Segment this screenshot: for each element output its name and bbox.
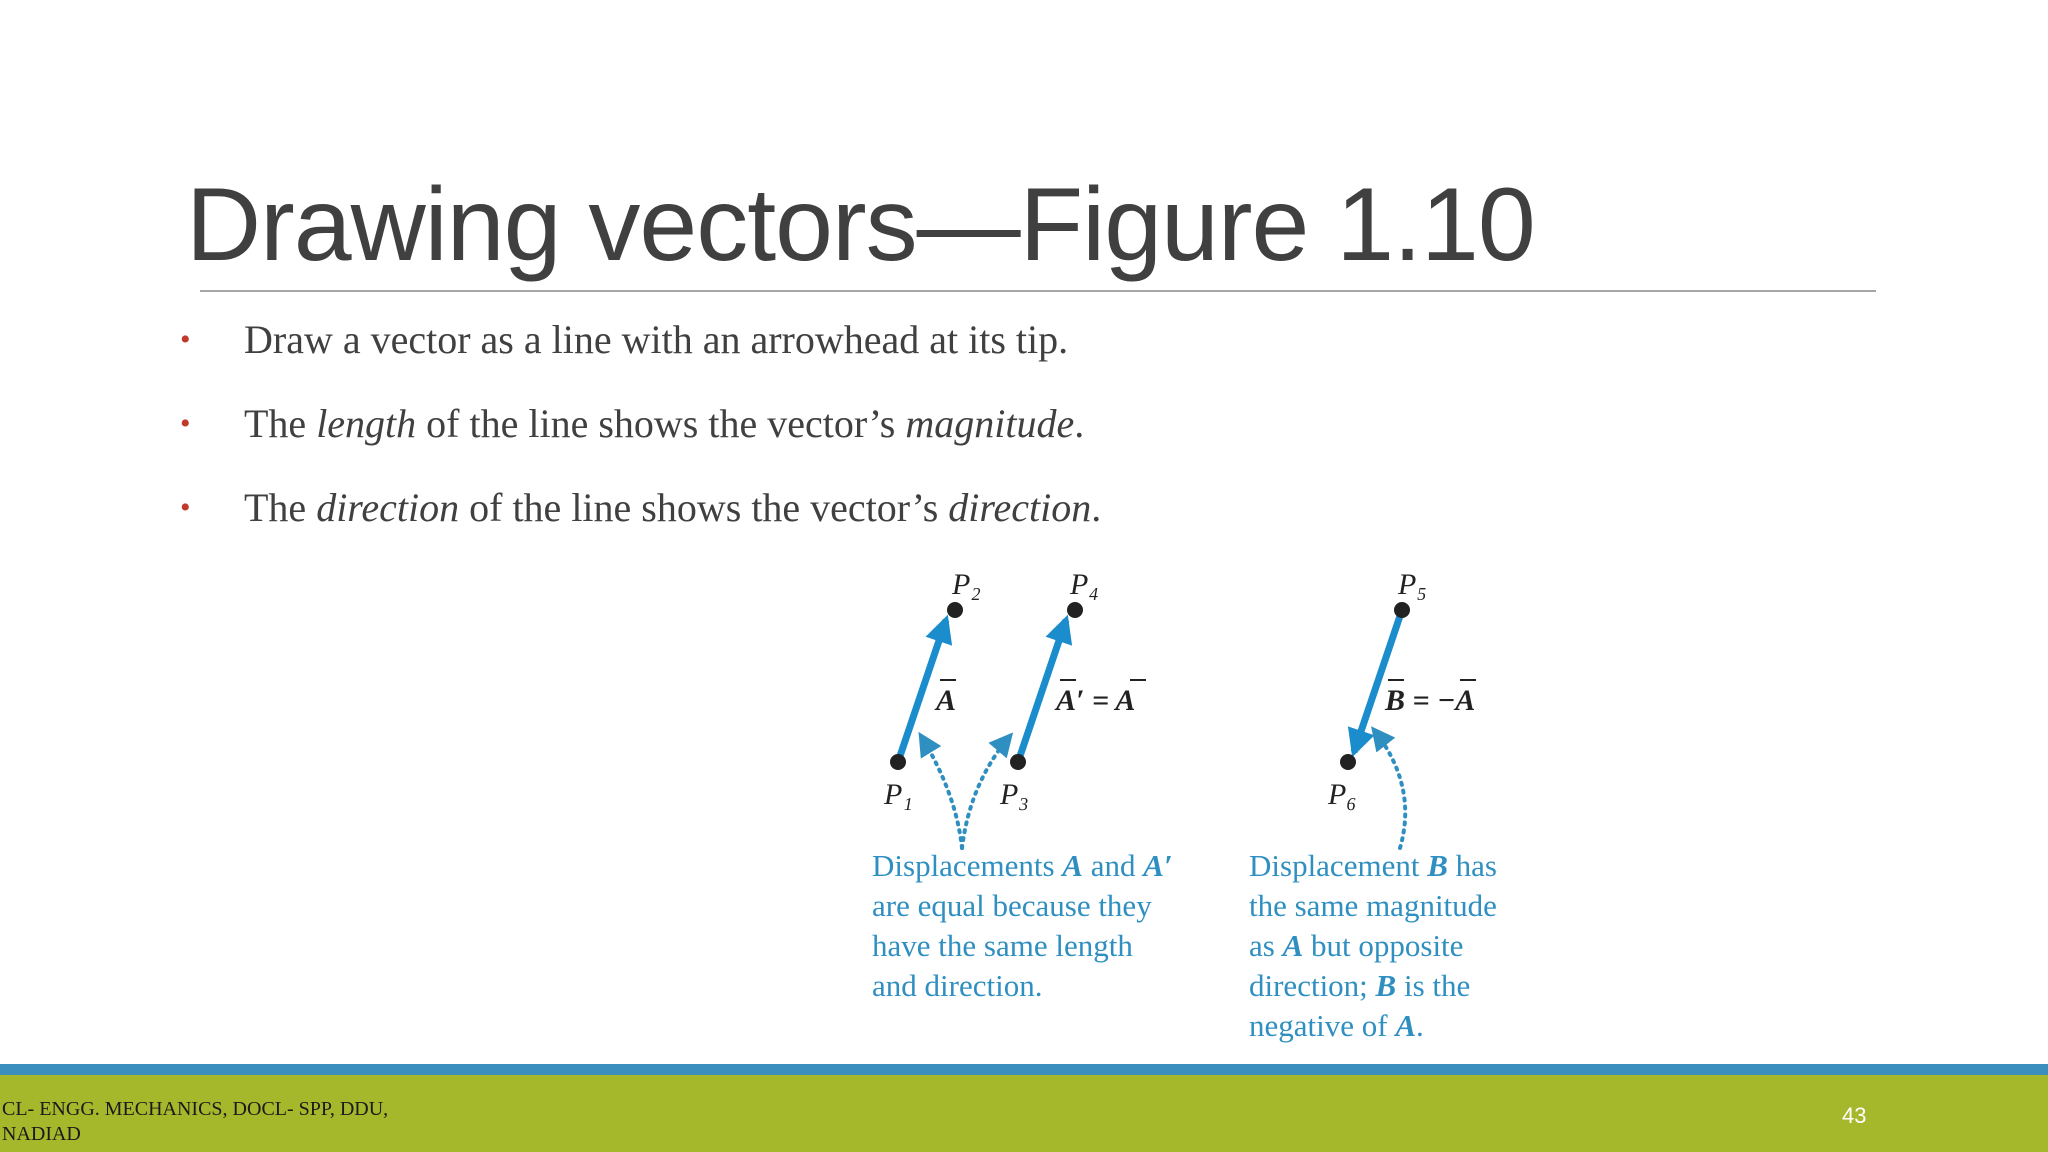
bullet-text: [244, 314, 1068, 366]
text-run: The: [244, 401, 317, 446]
text-run: A: [1395, 1008, 1417, 1043]
text-run: direction: [316, 485, 460, 530]
vector-label: A′ = A: [1056, 684, 1136, 717]
text-run: have the same length: [872, 928, 1133, 963]
text-run: Displacement: [1249, 848, 1428, 883]
text-run: of the line shows the vector’s: [416, 401, 906, 446]
caption-left: [872, 846, 1173, 1006]
point-p5-dot: [1394, 602, 1410, 618]
text-run: A: [1282, 928, 1304, 963]
text-run: and direction.: [872, 968, 1043, 1003]
title-underline: [200, 290, 1876, 292]
point-p2-dot: [947, 602, 963, 618]
point-p3-dot: [1010, 754, 1026, 770]
text-run: but opposite: [1303, 928, 1464, 963]
point-label: P₅: [1398, 568, 1427, 601]
text-run: Displacements: [872, 848, 1063, 883]
text-run: The: [244, 485, 317, 530]
vector-figure: [860, 558, 1540, 1058]
text-run: magnitude: [905, 401, 1075, 446]
caption-line: [1249, 926, 1497, 966]
text-run: .: [1074, 401, 1085, 446]
text-run: .: [1091, 485, 1102, 530]
point-p1-dot: [890, 754, 906, 770]
caption-line: [1249, 966, 1497, 1006]
vector-label: A: [936, 684, 957, 717]
page-number: 43: [1842, 1103, 1867, 1128]
caption-line: [872, 966, 1173, 1006]
dotted-pointer-a: [921, 736, 962, 848]
dotted-pointer-b: [1374, 730, 1405, 848]
point-label: P₄: [1070, 568, 1099, 601]
text-run: B: [1427, 848, 1448, 883]
point-label: P₆: [1328, 778, 1357, 811]
text-run: B: [1375, 968, 1397, 1003]
caption-line: [872, 926, 1173, 966]
text-run: as: [1249, 928, 1283, 963]
text-run: length: [316, 401, 417, 446]
footer-course-text: CL- ENGG. MECHANICS, DOCL- SPP, DDU, NADIAD: [2, 1098, 389, 1145]
slide-title: Drawing vectors—Figure 1.10: [186, 167, 1535, 283]
point-label: P₃: [1000, 778, 1029, 811]
text-run: Draw a vector as a line with an arrowhead at its tip.: [244, 317, 1069, 362]
footer-accent-strip: [0, 1064, 2048, 1075]
caption-line: [872, 846, 1173, 886]
bullet-dot-icon: •: [180, 323, 191, 356]
bullet-text: [244, 398, 1084, 450]
text-run: direction: [948, 485, 1092, 530]
text-run: has: [1447, 848, 1497, 883]
text-run: negative of: [1249, 1008, 1396, 1043]
text-run: are equal because they: [872, 888, 1152, 923]
text-run: of the line shows the vector’s: [459, 485, 949, 530]
text-run: A′: [1143, 848, 1173, 883]
caption-line: [1249, 1006, 1497, 1046]
vector-label: B = −A: [1385, 684, 1476, 717]
point-label: P₂: [952, 568, 981, 601]
caption-line: [872, 886, 1173, 926]
caption-line: [1249, 886, 1497, 926]
text-run: .: [1416, 1008, 1424, 1043]
text-run: and: [1082, 848, 1144, 883]
vector-diagram: [860, 558, 1540, 858]
bullet-text: [244, 482, 1101, 534]
text-run: direction;: [1249, 968, 1376, 1003]
text-run: is the: [1396, 968, 1471, 1003]
bullet-dot-icon: •: [180, 491, 191, 524]
bullet-dot-icon: •: [180, 407, 191, 440]
text-run: A: [1062, 848, 1083, 883]
point-p6-dot: [1340, 754, 1356, 770]
caption-right: [1249, 846, 1497, 1046]
point-p4-dot: [1067, 602, 1083, 618]
caption-line: [1249, 846, 1497, 886]
point-label: P₁: [884, 778, 913, 811]
text-run: the same magnitude: [1249, 888, 1497, 923]
